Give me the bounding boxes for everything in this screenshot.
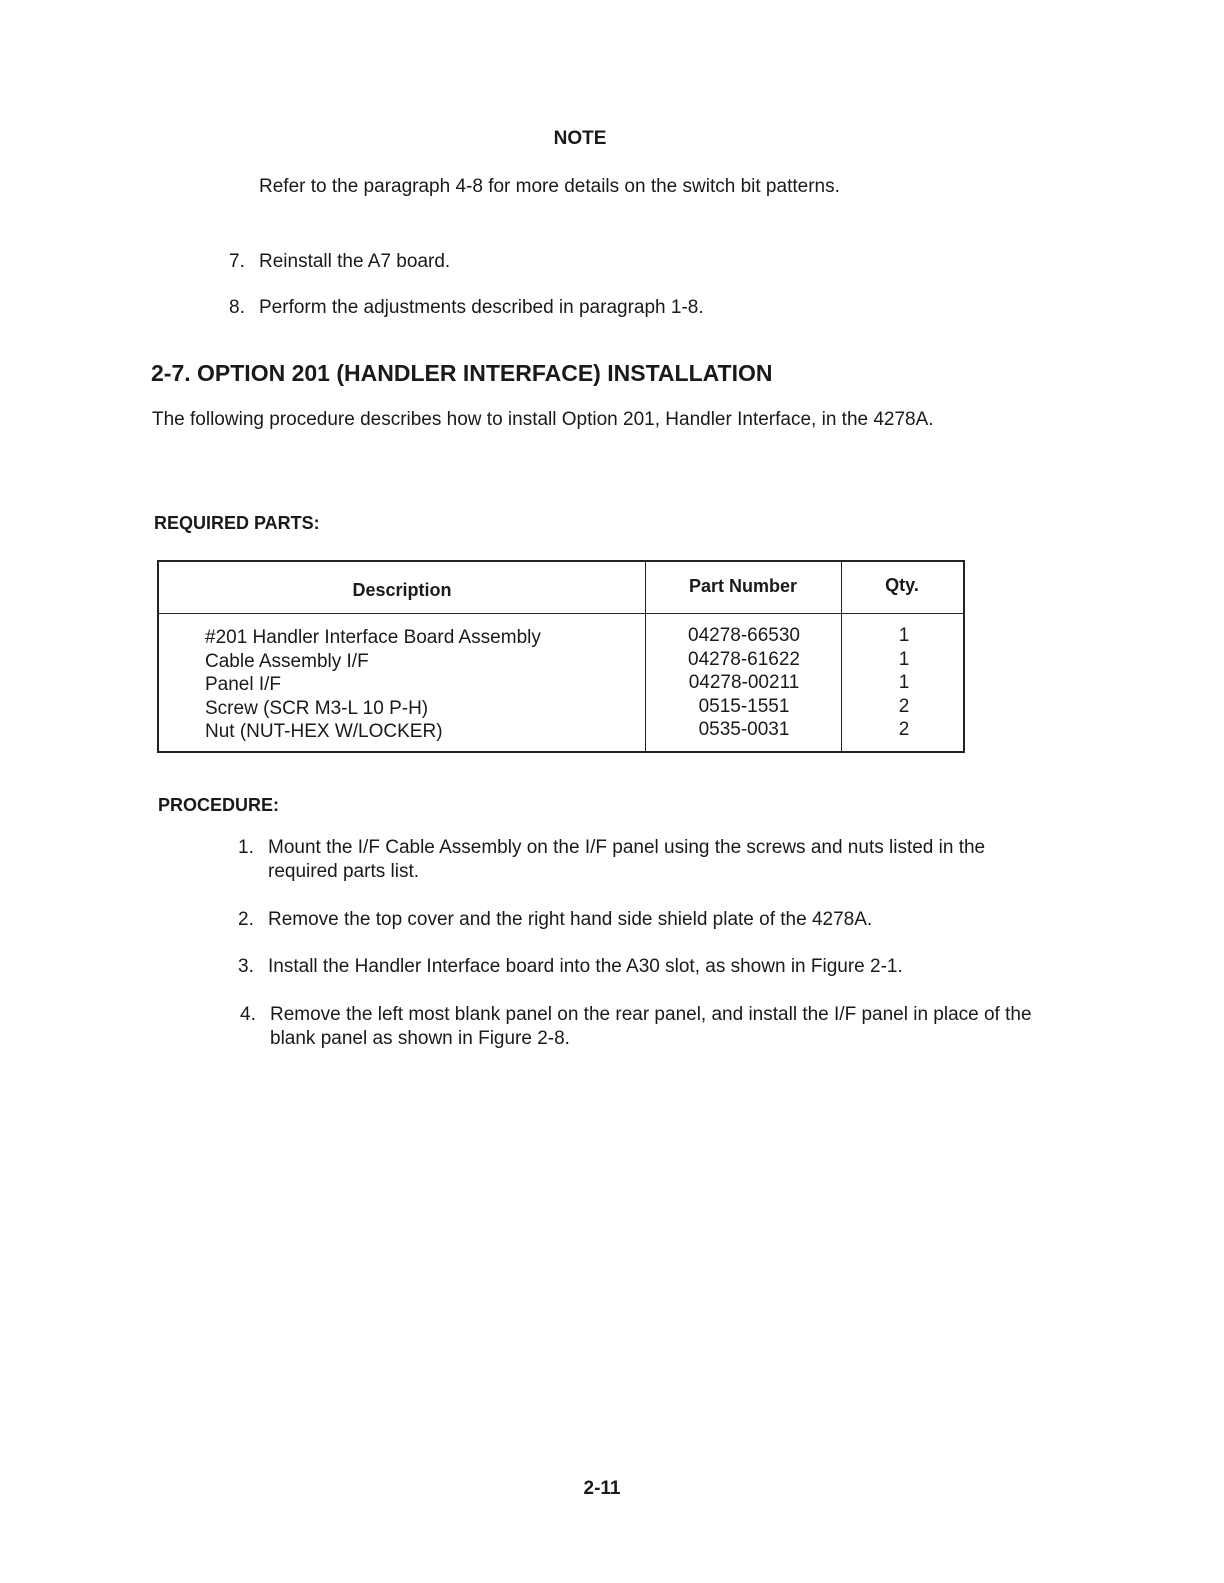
part-number-column	[647, 624, 841, 742]
note-text: Refer to the paragraph 4-8 for more details on the switch bit patterns.	[259, 176, 840, 197]
procedure-heading: PROCEDURE:	[158, 795, 280, 815]
table-header-divider	[159, 613, 963, 614]
table-cell: 0535-0031	[698, 719, 790, 740]
table-cell: 2	[898, 719, 910, 740]
column-header-description: Description	[352, 580, 452, 600]
list-item	[238, 908, 1058, 932]
step-number: 1.	[238, 837, 254, 858]
table-cell: 1	[898, 672, 910, 693]
qty-column	[843, 624, 965, 742]
list-item	[238, 955, 1058, 979]
table-cell: Screw (SCR M3-L 10 P-H)	[205, 697, 429, 719]
list-item	[238, 836, 1058, 884]
list-item	[229, 296, 704, 320]
page-number: 2-11	[583, 1478, 621, 1499]
step-number: 2.	[238, 909, 254, 930]
table-cell: 1	[898, 625, 910, 646]
table-cell: 0515-1551	[698, 695, 790, 717]
step-number: 8.	[229, 297, 245, 318]
table-cell: Panel I/F	[205, 674, 282, 695]
step-text: Mount the I/F Cable Assembly on the I/F panel using the screws and nuts listed in the required parts list.	[268, 837, 986, 882]
column-header-qty: Qty.	[885, 575, 919, 595]
list-item	[229, 250, 450, 274]
table-cell: Nut (NUT-HEX W/LOCKER)	[205, 721, 443, 742]
step-number: 4.	[240, 1004, 256, 1025]
required-parts-heading: REQUIRED PARTS:	[154, 513, 320, 533]
section-title: 2-7. OPTION 201 (HANDLER INTERFACE) INSTALLATION	[151, 360, 773, 386]
step-text: Reinstall the A7 board.	[259, 251, 451, 272]
table-cell: 2	[898, 695, 910, 717]
note-title: NOTE	[553, 128, 607, 149]
step-text: Install the Handler Interface board into the A30 slot, as shown in Figure 2-1.	[268, 956, 903, 977]
table-cell: #201 Handler Interface Board Assembly	[205, 627, 541, 648]
step-number: 7.	[229, 251, 245, 272]
table-cell: 04278-00211	[688, 672, 800, 693]
table-cell: 04278-61622	[688, 648, 800, 670]
table-cell: 04278-66530	[688, 625, 800, 646]
table-cell: 1	[898, 648, 910, 670]
step-text: Remove the left most blank panel on the rear panel, and install the I/F panel in place of the blank panel as shown in Figure 2-8.	[270, 1004, 1032, 1049]
column-header-part-number: Part Number	[688, 576, 798, 596]
section-intro: The following procedure describes how to install Option 201, Handler Interface, in the 4278A.	[152, 409, 934, 430]
description-column	[205, 626, 541, 744]
list-item	[240, 1003, 1060, 1051]
parts-table	[157, 560, 965, 753]
step-number: 3.	[238, 956, 254, 977]
step-text: Remove the top cover and the right hand side shield plate of the 4278A.	[268, 909, 873, 930]
step-text: Perform the adjustments described in paragraph 1-8.	[259, 297, 704, 318]
table-cell: Cable Assembly I/F	[205, 650, 369, 672]
